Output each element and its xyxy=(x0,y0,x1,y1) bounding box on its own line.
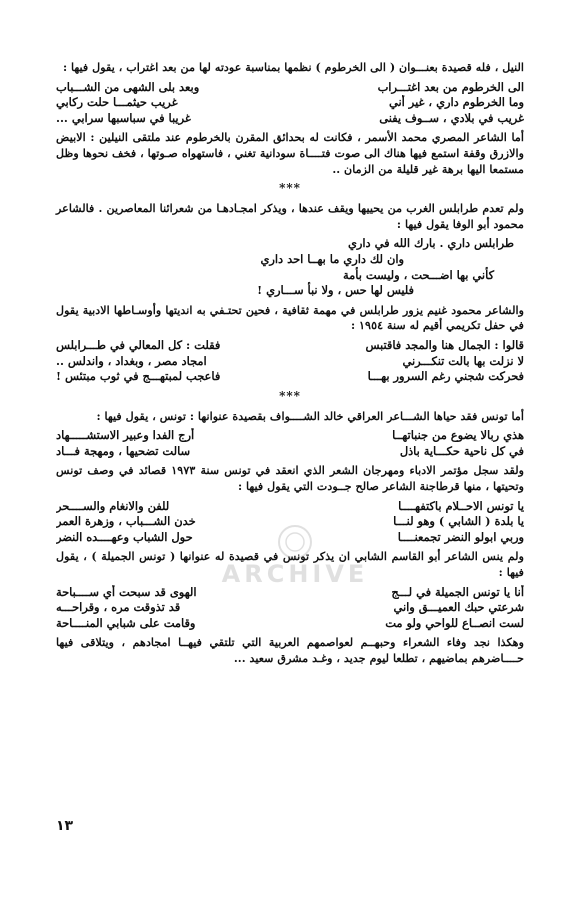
verse-line: طرابلس داري . بارك الله في داري xyxy=(347,236,514,251)
verse-first-hemistich: لا نزلت بها بالت تنكـــرني xyxy=(402,353,524,368)
verse-line: وان لك داري ما بهــا احد داري xyxy=(260,251,404,266)
verse-line xyxy=(56,499,524,515)
section1-intro: النيل ، فله قصيدة بعنـــوان ( الى الخرطوم ) نظمها بمناسبة عودته لها من بعد اغتراب ، يقول فيها : xyxy=(62,60,524,74)
section2-body: والشاعر محمود غنيم يزور طرابلس في مهمة ثقافية ، فحين تحتـفي به انديتها وأوسـاطها الادبية يقول في حفل تكريمي أقيم له سنة ١٩٥٤ : xyxy=(56,302,524,333)
verse-first-hemistich: وما الخرطوم داري ، غير أني xyxy=(388,95,524,110)
section2-lines xyxy=(56,236,524,298)
verse-line xyxy=(56,95,524,111)
verse-line xyxy=(56,354,524,370)
verse-line: كأني بها اضـــحت ، وليست بأمة xyxy=(343,267,494,282)
verse-first-hemistich: هذي ربالا يضوع من جنباتهــا xyxy=(392,428,524,443)
verse-second-hemistich: حول الشباب وعهــــده النضر xyxy=(56,529,193,544)
section-separator: *** xyxy=(279,388,301,403)
verse-first-hemistich: وربي ابولو النضر تجمعنــــا xyxy=(397,529,524,544)
verse-first-hemistich: قالوا : الجمال هنا والمجد فاقتبس xyxy=(365,337,524,352)
verse-line xyxy=(56,369,524,385)
verse-second-hemistich: غريب حيثمـــا حلت ركابي xyxy=(56,95,178,110)
verse-line xyxy=(56,111,524,127)
verse-line: فليس لها حس ، ولا نبأ ســـاري ! xyxy=(257,283,414,298)
verse-first-hemistich: شرعتي حبك العميـــق واني xyxy=(393,600,524,615)
verse-line xyxy=(56,80,524,96)
verse-first-hemistich: الى الخرطوم من بعد اغتـــراب xyxy=(377,79,524,94)
section3-body2: ولم ينس الشاعر أبو القاسم الشابي ان يذكر تونس في قصيدة له عنوانها ( تونس الجميلة ) ، يقول فيها : xyxy=(56,549,524,580)
verse-second-hemistich: وقامت على شبابي المنــــاحة xyxy=(56,615,196,630)
verse-second-hemistich: أرج الفدا وعبير الاستشـــــهاد xyxy=(56,428,195,443)
verse-first-hemistich: أنا يا تونس الجميلة في لـــج xyxy=(391,584,524,599)
section3-body: ولقد سجل مؤتمر الادباء ومهرجان الشعر الذي انعقد في تونس سنة ١٩٧٣ قصائد في وصف تونس وتحيتها ، منها قرطاجنة الشاعر صالح جــودت التي يقول فيها : xyxy=(56,463,524,494)
watermark-text: ARCHIVE xyxy=(221,560,369,588)
verse-second-hemistich: غريبا في سباسبها سرابي ... xyxy=(56,110,191,125)
verse-line xyxy=(56,428,524,444)
verse-second-hemistich: الهوى قد سبحت أي ســــباحة xyxy=(56,584,197,599)
section-separator: *** xyxy=(279,181,301,196)
verse-first-hemistich: لست انصــاع للواحي ولو مت xyxy=(385,615,524,630)
verse-first-hemistich: يا تونس الاحــلام باكتفهــــا xyxy=(398,498,524,513)
verse-line xyxy=(56,600,524,616)
page-number: ١٣ xyxy=(56,818,74,834)
verse-second-hemistich: سالت تضحيها ، ومهجة فـــاد xyxy=(56,443,191,458)
verse-second-hemistich: فاعجب لمبتهـــج في ثوب مبتئس ! xyxy=(56,369,221,384)
section3-body3: وهكذا نجد وفاء الشعراء وحبهــم لعواصمهم العربية التي تلتقي فيهــا امجادهم ، ويتلاقى فيها حــــاضرهم بماضيهم ، تطلعا ليوم جديد ، وغـد مشرق سعيد ... xyxy=(56,635,524,665)
section3-intro: أما تونس فقد حياها الشـــاعر العراقي خالد الشــــواف بقصيدة عنوانها : تونس ، يقول فيها : xyxy=(96,408,524,423)
verse-second-hemistich: وبعد بلى الشهى من الشـــباب xyxy=(56,79,200,94)
verse-first-hemistich: فحركت شجني رغم السرور بهـــا xyxy=(367,369,524,384)
verse-line xyxy=(56,338,524,354)
verse-line xyxy=(56,616,524,632)
verse-second-hemistich: قد تذوقت مره ، وقراحـــه xyxy=(56,600,181,615)
verse-line xyxy=(56,444,524,460)
verse-first-hemistich: يا بلدة ( الشابي ) وهو لنـــا xyxy=(393,514,524,529)
verse-second-hemistich: امجاد مصر ، وبغداد ، واندلس .. xyxy=(56,353,207,368)
section2-verses xyxy=(56,338,524,385)
section3-verses3 xyxy=(56,585,524,632)
verse-second-hemistich: للفن والانغام والســــحر xyxy=(56,498,170,513)
verse-first-hemistich: في كل ناحية حكـــاية باذل xyxy=(399,443,524,458)
section3-verses xyxy=(56,428,524,459)
verse-second-hemistich: خدن الشـــباب ، وزهرة العمر xyxy=(56,514,196,529)
section1-body: أما الشاعر المصري محمد الأسمر ، فكانت له بحدائق المقرن بالخرطوم عند ملتقى النيلين : الابيض والازرق وقفة استمع فيها هناك الى صوت فتــــاة سودانية تغني ، فاستهواه صـوتها ، فخف نحوها وظل مستمعا اليها برهة غير قليلة من الزمان .. xyxy=(56,130,524,176)
section2-intro: ولم تعدم طرابلس الغرب من يحييها ويقف عندها ، ويذكر امجـادهـا من شعرائنا المعاصرين . فالشاعر محمود أبو الوفا يقول فيها : xyxy=(56,201,524,231)
verse-second-hemistich: فقلت : كل المعالي في طـــرابلس xyxy=(56,337,221,352)
verse-first-hemistich: غريب في بلادي ، ســوف يفنى xyxy=(379,110,524,125)
archive-watermark xyxy=(200,520,390,590)
section1-verses xyxy=(56,80,524,127)
